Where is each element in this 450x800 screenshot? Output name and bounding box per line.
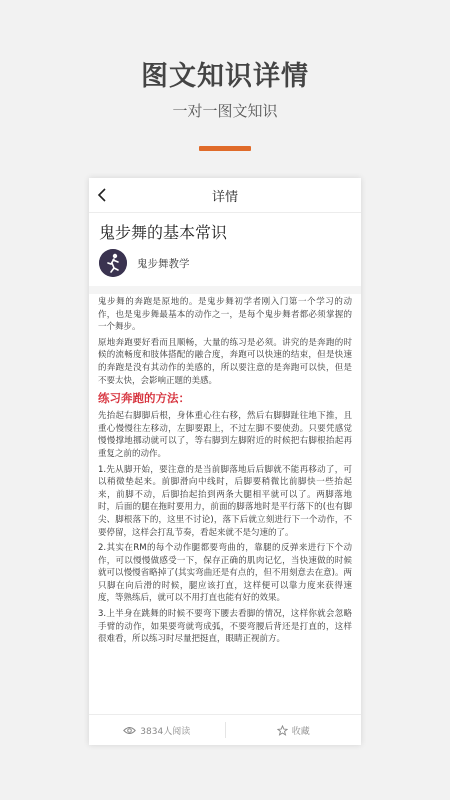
paragraph: 原地奔跑要好看而且顺畅，大量的练习是必须。讲究的是奔跑的时候的流畅度和肢体搭配的融合度，奔跑可以快速的结束，但是快速的奔跑是没有其动作的美感的，所以要注意的是奔跑可以快，但是不要太快，会影响正题的美感。 [98, 337, 352, 386]
star-outline-icon [277, 725, 288, 736]
promo-accent-bar [199, 146, 251, 151]
avatar [99, 249, 127, 277]
favorite-button[interactable] [226, 724, 362, 737]
views-label: 3834人阅读 [140, 726, 191, 737]
footer-bar [89, 714, 361, 745]
divider [89, 286, 361, 294]
paragraph: 2.其实在RM的每个动作腿都要弯曲的，靠腿的反弹来进行下个动作，可以慢慢做感受一下，保存正确的肌肉记忆，当快速做的时候就可以慢慢省略掉了(其实弯曲还是有点的，但不用刻意去在意)。两只脚在向后滑的时候，腿应该打直，这样便可以靠力度来获得速度，等熟练后，就可以不用打直也能有好的效果。 [98, 543, 352, 604]
paragraph: 鬼步舞的奔跑是原地的。是鬼步舞初学者刚入门第一个学习的动作，也是鬼步舞最基本的动作之一，是每个鬼步舞者都必须掌握的一个舞步。 [98, 297, 352, 333]
nav-title: 详情 [211, 190, 238, 205]
favorite-label: 收藏 [291, 726, 310, 737]
article-body [98, 296, 352, 649]
paragraph: 1.先从脚开始，要注意的是当前脚落地后后脚就不能再移动了，可以稍微垫起来。前脚滑向中线时，后脚要稍微比前脚快一些抬起来，前脚不动，后脚抬起抬到两条大腿相平就可以了。两脚落地时，后面的腿在拖时要用力，前面的脚落地时是平行落下的(也有脚尖、脚根落下的，这里不讨论)，落下后就立刻进行下一个动作，不要停留，这样会打乱节奏，看起来就不是匀速的了。 [98, 464, 352, 538]
phone-screen [89, 178, 361, 745]
paragraph: 先抬起右脚脚后根，身体重心往右移，然后右脚脚趾往地下推，且重心慢慢往左移动，左脚要跟上，不过左脚不要使劲。只要凭感觉慢慢撑地挪动就可以了，等右脚到左脚附近的时候把右脚根抬起再重复之前的动作。 [98, 411, 352, 459]
author-name: 鬼步舞教学 [137, 257, 190, 270]
promo-subtitle: 一对一图文知识 [172, 102, 278, 120]
author-row[interactable] [99, 248, 190, 278]
navbar [89, 178, 361, 213]
eye-icon [123, 726, 136, 735]
paragraph: 3.上半身在跳舞的时候不要弯下腰去看脚的情况，这样你就会忽略手臂的动作，如果要弯就弯成弧，不要弯腰后背还是打直的，这样很难看，所以练习时尽量把挺直，眼睛正视前方。 [98, 609, 352, 645]
section-heading: 练习奔跑的方法： [98, 391, 190, 406]
views-counter [89, 724, 225, 737]
dancer-icon [99, 249, 127, 277]
article-title: 鬼步舞的基本常识 [99, 223, 228, 242]
promo-title: 图文知识详情 [141, 61, 309, 92]
